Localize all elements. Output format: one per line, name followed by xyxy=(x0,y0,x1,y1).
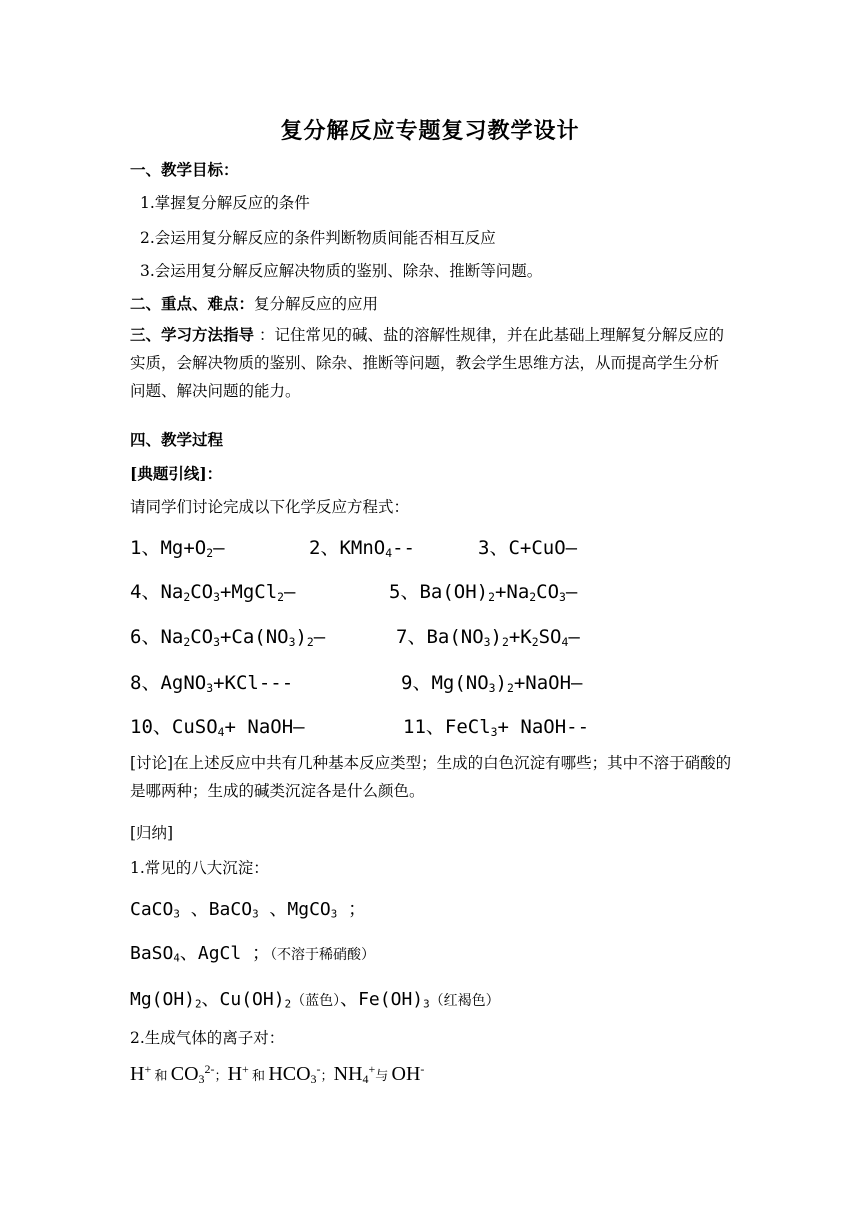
section-4-heading: 四、教学过程 xyxy=(130,430,224,449)
equation-4: 4、$Na_2CO_3+MgCl_2—$ xyxy=(130,581,296,604)
section-3-heading: 三、学习方法指导 xyxy=(130,325,255,344)
section-2-heading: 二、重点、难点： xyxy=(130,294,255,313)
equation-3: 3、C+CuO— xyxy=(478,537,578,559)
precipitates-row-2: BaSO$_4$、AgCl ；（不溶于稀硝酸） xyxy=(130,943,376,965)
summary-label: [归纳] xyxy=(130,824,174,842)
intro-text: 请同学们讨论完成以下化学反应方程式： xyxy=(130,498,410,516)
precipitates-heading: 1.常见的八大沉淀： xyxy=(130,859,269,877)
objective-2: 2.会运用复分解反应的条件判断物质间能否相互反应 xyxy=(140,229,496,247)
equation-7: 7、$Ba(NO_3)_2+K_2SO_4—$ xyxy=(396,626,580,649)
equation-10: 10、CuSO$_4$+ NaOH— xyxy=(130,716,305,739)
gas-ions-heading: 2.生成气体的离子对： xyxy=(130,1029,285,1047)
precipitates-row-1: CaCO$_3$ 、BaCO$_3$ 、MgCO$_3$ ； xyxy=(130,899,367,921)
objective-1: 1.掌握复分解反应的条件 xyxy=(140,194,310,212)
section-3 xyxy=(130,321,732,405)
equation-8: 8、AgNO$_3$+KCl--- xyxy=(130,672,294,695)
document-title: 复分解反应专题复习教学设计 xyxy=(280,118,580,144)
equation-11: 11、FeCl$_3$+ NaOH-- xyxy=(403,716,590,739)
equation-1: 1、$Mg+O_2—$ xyxy=(130,537,225,560)
gas-ion-pairs: H+ 和 $CO_3^{2-}$；H+ 和 $HCO_3^-$；$NH_4^+$与 OH- xyxy=(130,1062,425,1087)
objective-3: 3.会运用复分解反应解决物质的鉴别、除杂、推断等问题。 xyxy=(140,262,543,280)
section-2 xyxy=(130,292,378,314)
equation-5: 5、$Ba(OH)_2+Na_2CO_3—$ xyxy=(389,581,578,604)
equation-9: 9、$Mg(NO_3)_2+NaOH—$ xyxy=(401,672,583,695)
equation-2: 2、KMnO$_4$-- xyxy=(309,537,415,560)
section-2-text: 复分解反应的应用 xyxy=(254,295,379,313)
intro-label: [典题引线]： xyxy=(130,464,223,483)
precipitates-row-3: $Mg(OH)_2$、$Cu(OH)_2$（蓝色）、$Fe(OH)_3$（红褐色） xyxy=(130,989,500,1011)
section-1-heading: 一、教学目标： xyxy=(130,160,239,179)
equation-6: 6、$Na_2CO_3+Ca(NO_3)_2—$ xyxy=(130,626,326,649)
discussion-text: [讨论]在上述反应中共有几种基本反应类型；生成的白色沉淀有哪些；其中不溶于硝酸的是哪两种；生成的碱类沉淀各是什么颜色。 xyxy=(130,754,732,800)
section-3-text: ：记住常见的碱、盐的溶解性规律，并在此基础上理解复分解反应的实质，会解决物质的鉴别、除杂、推断等问题，教会学生思维方法，从而提高学生分析问题、解决问题的能力。 xyxy=(130,326,724,400)
